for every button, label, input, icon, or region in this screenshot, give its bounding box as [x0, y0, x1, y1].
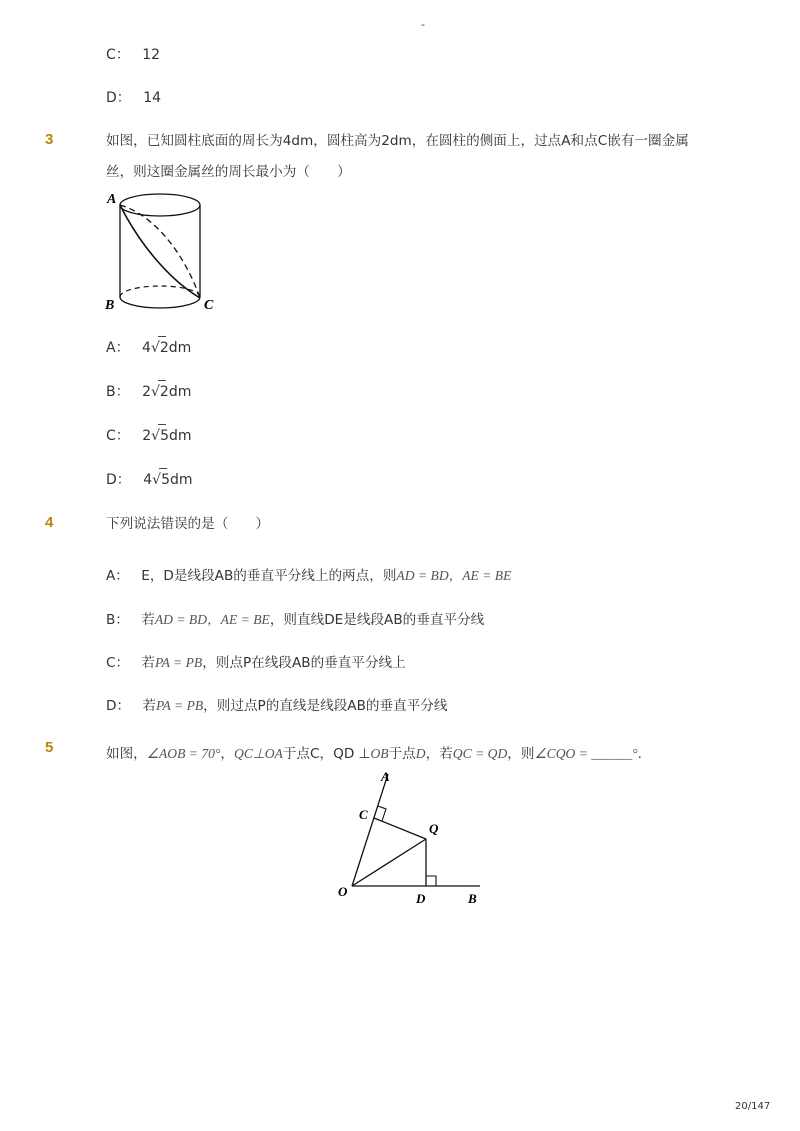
question-number: 5 — [45, 739, 54, 756]
option-label: B： — [106, 384, 130, 400]
stem-text: ，若 — [425, 746, 453, 762]
q4-option-a[interactable] — [106, 567, 511, 585]
point-label-c: C — [359, 807, 368, 822]
angle-figure — [330, 768, 490, 910]
option-label: C： — [106, 47, 130, 63]
point-label-o: O — [338, 884, 348, 899]
point-label-d: D — [416, 891, 426, 906]
top-mark: - — [421, 18, 425, 31]
option-math: AD = BD，AE = BE — [396, 568, 512, 583]
option-label: C： — [106, 428, 130, 444]
option-radicand: 2 — [159, 384, 169, 400]
sqrt-symbol: √ — [151, 427, 160, 445]
point-label-a: A — [107, 192, 117, 207]
question-number: 3 — [45, 131, 54, 148]
ray-oa — [352, 774, 388, 886]
q3-option-a[interactable] — [106, 339, 191, 357]
stem-text: ，则 — [507, 746, 535, 762]
option-coef: 2 — [142, 428, 152, 444]
option-pre: 若 — [141, 655, 156, 671]
option-math: AD = BD，AE = BE — [154, 612, 270, 627]
option-post: ，则直线DE是线段AB的垂直平分线 — [269, 612, 485, 628]
option-pre: 若 — [142, 698, 156, 714]
right-angle-mark-d — [426, 876, 436, 886]
question-stem-line2: 丝，则这圈金属丝的周长最小为（ ） — [106, 164, 351, 180]
point-label-b: B — [468, 891, 477, 906]
q2-option-d[interactable] — [106, 89, 161, 107]
q2-option-c[interactable] — [106, 46, 160, 64]
sqrt-symbol: √ — [152, 471, 161, 489]
point-label-q: Q — [429, 821, 439, 836]
option-label: C： — [106, 655, 130, 671]
option-math: PA = PB — [155, 655, 203, 670]
q4-option-d[interactable] — [106, 697, 448, 715]
option-radicand: 2 — [159, 340, 169, 356]
cylinder-bottom-front — [120, 297, 200, 308]
stem-math: D — [415, 746, 426, 761]
stem-text: 如图， — [106, 746, 147, 762]
question-stem — [106, 745, 642, 763]
point-label-c: C — [204, 298, 214, 313]
option-label: A： — [106, 568, 129, 584]
question-number: 4 — [45, 514, 54, 531]
right-angle-mark-c — [378, 806, 386, 821]
q4-option-c[interactable] — [106, 654, 406, 672]
stem-text: ， — [220, 746, 234, 762]
option-radicand: 5 — [161, 472, 170, 488]
wire-front-path — [120, 205, 200, 298]
cylinder-figure — [100, 185, 230, 315]
wire-back-path — [120, 205, 200, 298]
stem-math: ∠CQO = ______° — [534, 746, 638, 761]
point-label-b: B — [105, 298, 115, 313]
option-label: D： — [106, 90, 131, 106]
cylinder-top-ellipse — [120, 194, 200, 216]
option-pre: E，D是线段AB的垂直平分线上的两点，则 — [141, 568, 397, 584]
option-coef: 4 — [142, 340, 151, 356]
option-unit: dm — [168, 340, 192, 356]
option-text: 12 — [142, 47, 161, 63]
segment-oq — [352, 839, 426, 886]
stem-text: 于点 — [388, 746, 416, 762]
option-text: 14 — [143, 90, 162, 106]
option-post: ，则点P在线段AB的垂直平分线上 — [202, 655, 406, 671]
option-coef: 2 — [142, 384, 151, 400]
option-label: D： — [106, 472, 131, 488]
stem-text: 于点C，QD ⊥ — [282, 746, 371, 762]
stem-math: OB — [370, 746, 389, 761]
cylinder-bottom-back — [120, 286, 200, 297]
stem-text: . — [637, 746, 642, 762]
question-stem: 下列说法错误的是（ ） — [106, 516, 270, 532]
option-unit: dm — [169, 428, 192, 444]
option-math: PA = PB — [155, 698, 204, 713]
option-label: B： — [106, 612, 129, 628]
stem-math: ∠AOB = 70° — [146, 746, 221, 761]
q3-option-c[interactable] — [106, 427, 192, 445]
option-label: A： — [106, 340, 130, 356]
sqrt-symbol: √ — [151, 383, 160, 401]
q3-option-b[interactable] — [106, 383, 191, 401]
stem-math: QC⊥OA — [234, 746, 283, 761]
option-radicand: 5 — [160, 428, 169, 444]
q4-option-b[interactable] — [106, 611, 484, 629]
segment-qc — [374, 818, 426, 839]
option-post: ，则过点P的直线是线段AB的垂直平分线 — [203, 698, 448, 714]
q3-option-d[interactable] — [106, 471, 193, 489]
stem-math: QC = QD — [452, 746, 508, 761]
question-stem-line1: 如图，已知圆柱底面的周长为4dm，圆柱高为2dm，在圆柱的侧面上，过点A和点C嵌有一圈金属 — [106, 133, 689, 149]
option-label: D： — [106, 698, 131, 714]
option-unit: dm — [168, 384, 192, 400]
page-number: 20/147 — [735, 1101, 771, 1112]
sqrt-symbol: √ — [151, 339, 160, 357]
option-unit: dm — [170, 472, 193, 488]
option-coef: 4 — [143, 472, 153, 488]
point-label-a: A — [381, 769, 390, 784]
option-pre: 若 — [141, 612, 155, 628]
